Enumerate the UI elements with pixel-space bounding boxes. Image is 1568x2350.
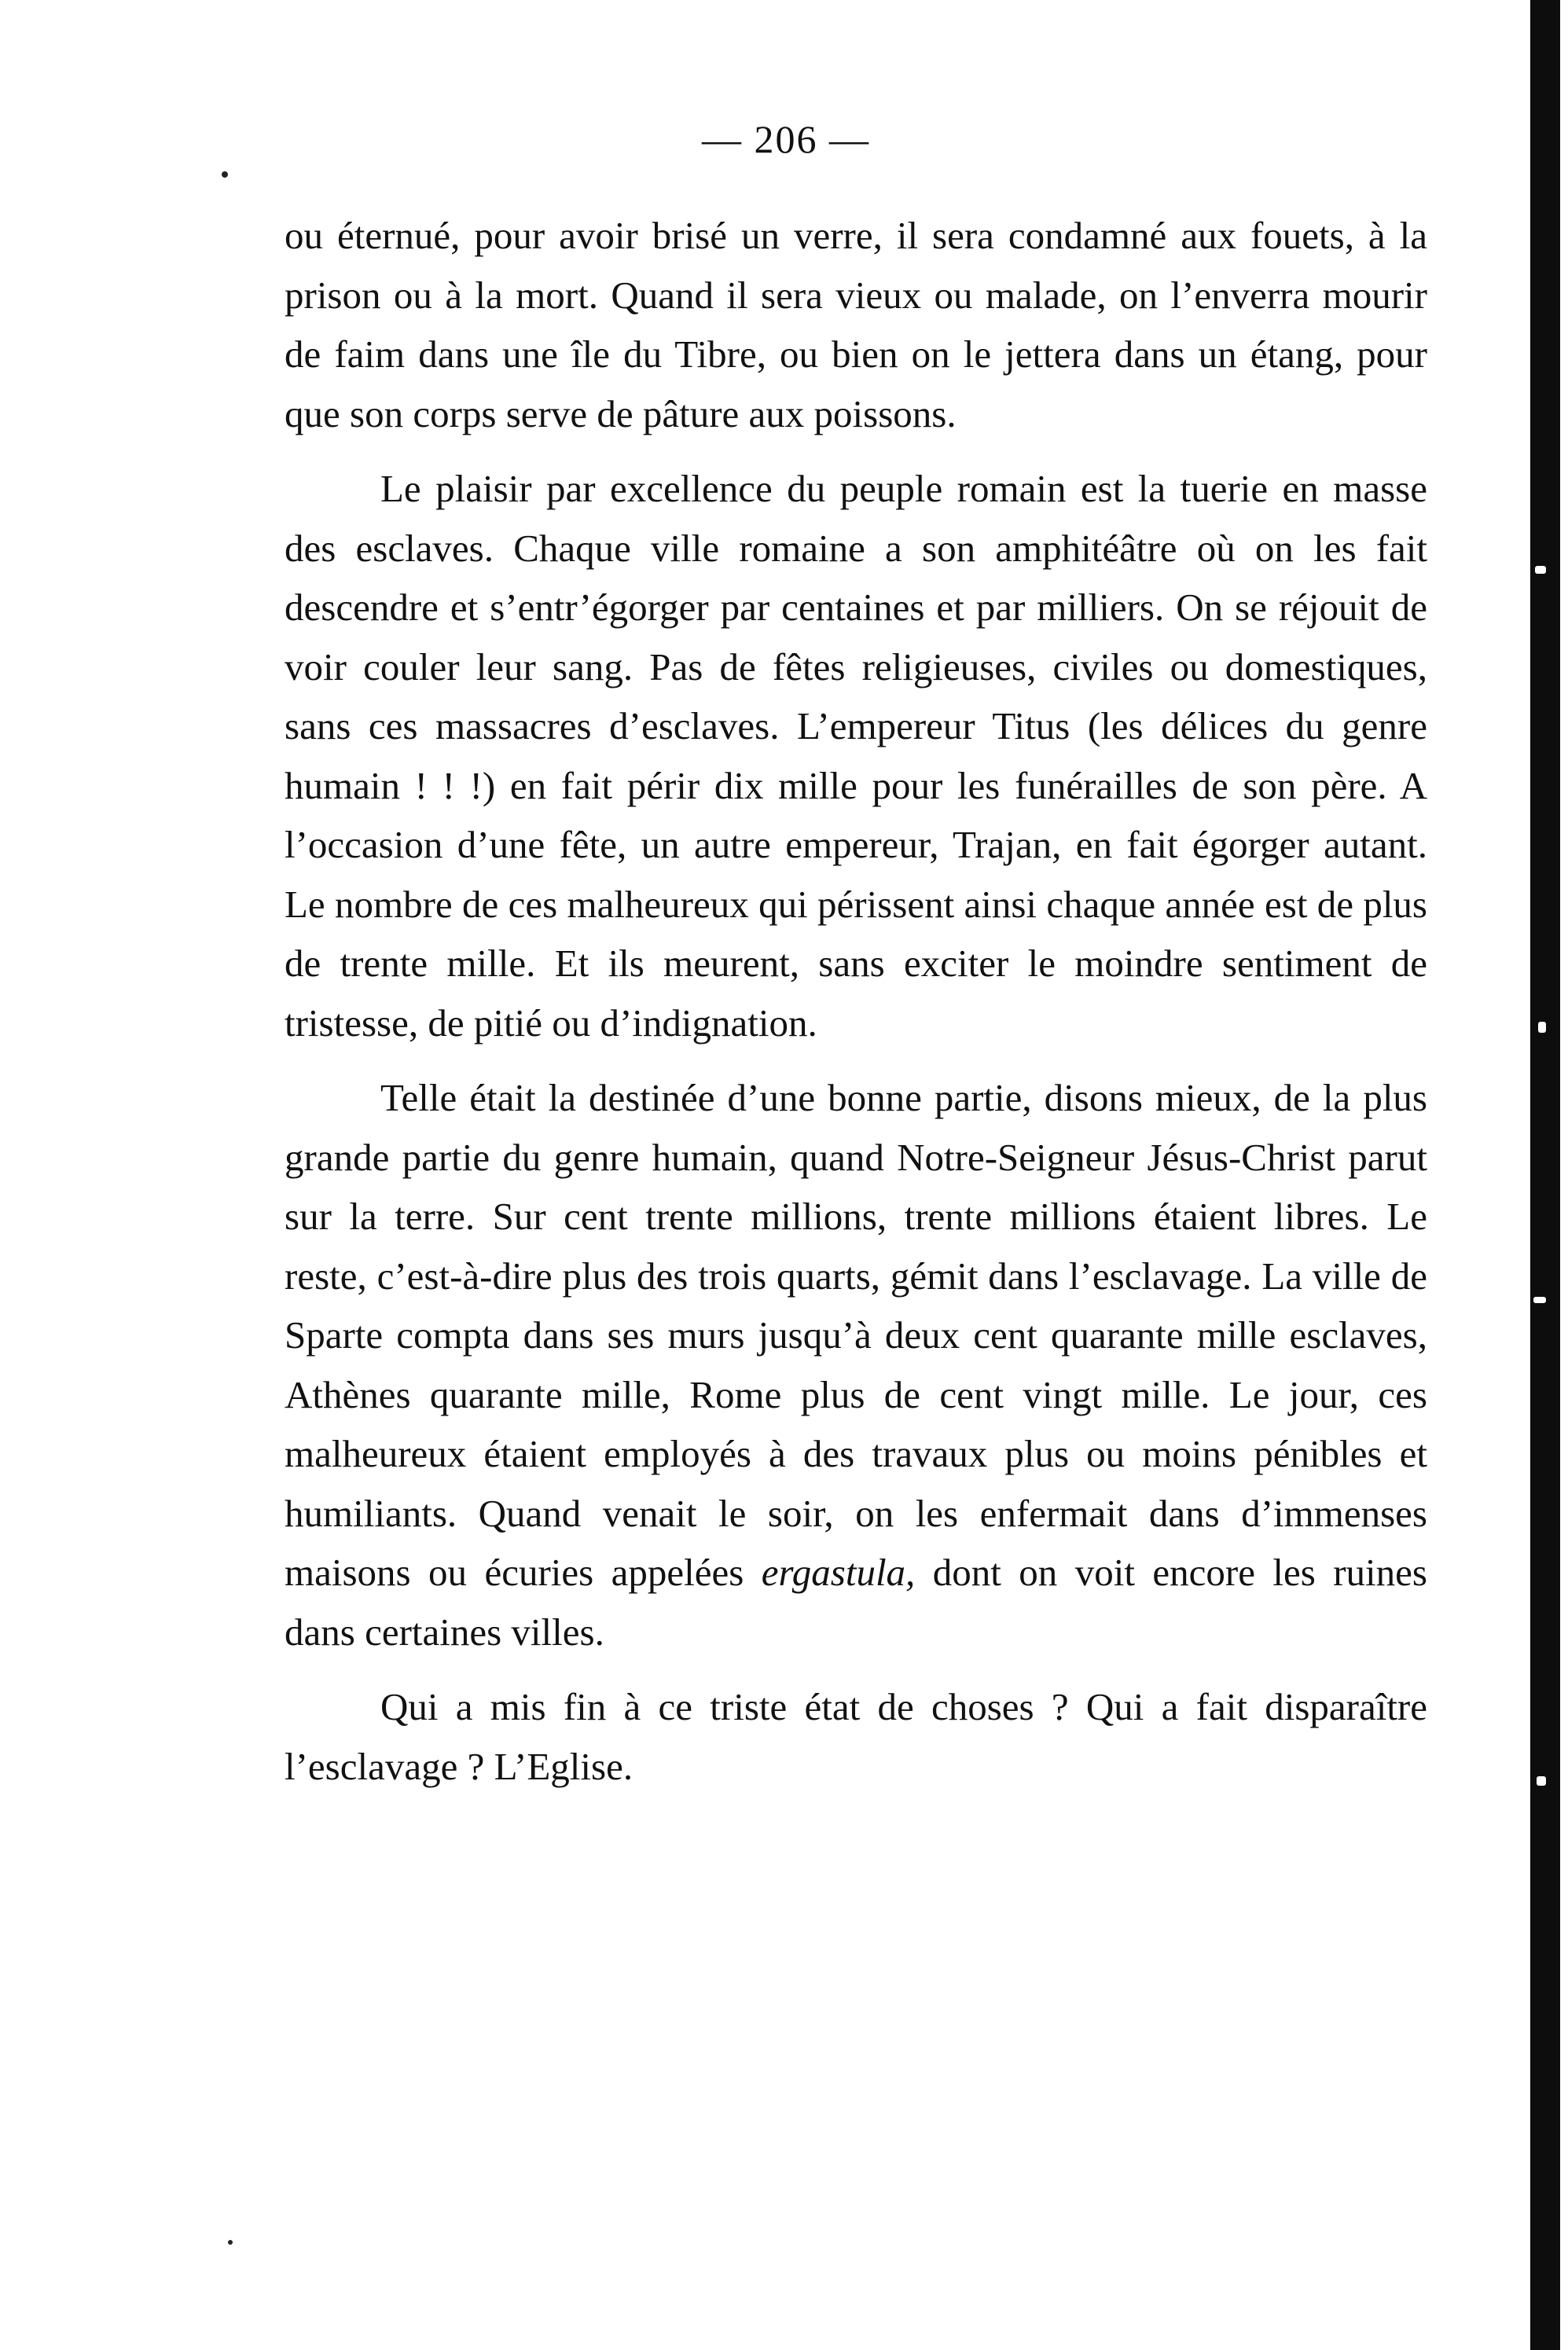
edge-speck	[1537, 1776, 1546, 1786]
paragraph-3	[285, 1068, 1427, 1662]
scan-dot	[222, 171, 228, 178]
paragraph-1: ou éternué, pour avoir brisé un verre, il sera condamné aux fouets, à la prison ou à la mort. Quand il sera vieux ou malade, on l’enverra mourir de faim dans une île du Tibre, ou bien on le jettera dans un étang, pour que son corps serve de pâture aux poissons.	[285, 214, 1427, 435]
paragraph-3-text-b: dont on voit encore les ruines dans certaines villes.	[285, 1551, 1427, 1654]
scan-edge-shadow	[1530, 0, 1560, 2350]
page-number: — 206 —	[702, 117, 870, 161]
paragraph-3-italic-term: ergastula,	[761, 1551, 916, 1594]
paragraph-2: Le plaisir par excellence du peuple romain est la tuerie en masse des esclaves. Chaque ville romaine a son amphitéâtre où on les fait descendre et s’entr’égorger par centaines et par milliers. On se réjouit de voir couler leur sang. Pas de fêtes religieuses, civiles ou domestiques, sans ces massacres d’esclaves. L’empereur Titus (les délices du genre humain ! ! !) en fait périr dix mille pour les funérailles de son père. A l’occasion d’une fête, un autre empereur, Trajan, en fait égorger autant. Le nombre de ces malheureux qui périssent ainsi chaque année est de plus de trente mille. Et ils meurent, sans exciter le moindre sentiment de tristesse, de pitié ou d’indignation.	[285, 467, 1427, 1045]
edge-speck	[1535, 566, 1546, 574]
paragraph-3-text-a: Telle était la destinée d’une bonne partie, disons mieux, de la plus grande partie du genre humain, quand Notre-Seigneur Jésus-Christ parut sur la terre. Sur cent trente millions, trente millions étaient libres. Le reste, c’est-à-dire plus des trois quarts, gémit dans l’esclavage. La ville de Sparte compta dans ses murs jusqu’à deux cent quarante mille esclaves, Athènes quarante mille, Rome plus de cent vingt mille. Le jour, ces malheureux étaient employés à des travaux plus ou moins pénibles et humiliants. Quand venait le soir, on les enfermait dans d’immenses maisons ou écuries appelées	[285, 1076, 1427, 1594]
edge-speck	[1538, 1022, 1546, 1033]
body-text	[285, 206, 1427, 1796]
edge-speck	[1533, 1297, 1546, 1303]
scan-dot	[228, 2240, 233, 2245]
paragraph-4: Qui a mis fin à ce triste état de choses ? Qui a fait disparaître l’esclavage ? L’Eglise.	[285, 1685, 1427, 1788]
